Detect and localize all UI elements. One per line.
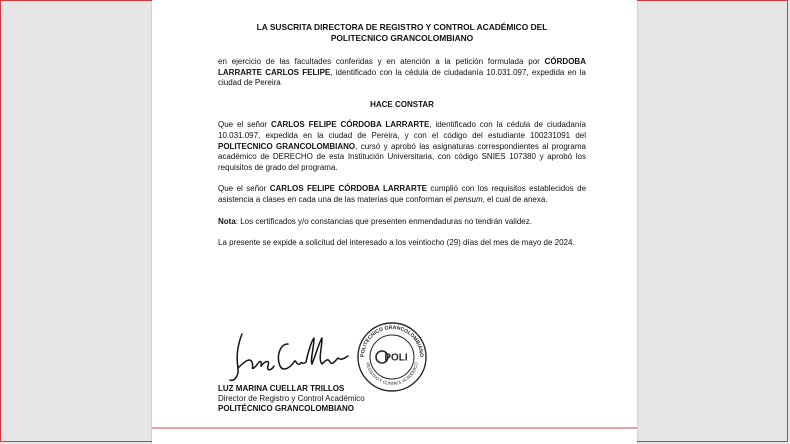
p1-student-name: CARLOS FELIPE CÓRDOBA LARRARTE (270, 120, 430, 130)
signer-block (218, 384, 365, 415)
seal-ring-bottom: REGISTRO Y CONTROL ACADÉMICO (365, 361, 419, 387)
certificate-title (218, 22, 586, 44)
p2-student-name: CARLOS FELIPE CÓRDOBA LARRARTE (269, 184, 427, 194)
intro-text-2: , identificado con la cédula de ciudadanía 10.031.097, expedida en la ciudad de Pereira (218, 67, 586, 88)
note-paragraph (218, 217, 586, 228)
section-heading: HACE CONSTAR (370, 99, 434, 109)
p1-text-3: , cursó y aprobó las asignaturas correspondientes al programa académico de DERECHO de esta Institución Universitaria, con código SNIES 107380 y aprobó los requisitos de grado del programa. (218, 141, 586, 172)
seal-center-text: POLI (384, 352, 408, 364)
title-line-2: POLITECNICO GRANCOLOMBIANO (330, 33, 474, 43)
note-text: : Los certificados y/o constancias que presenten enmendaduras no tendrán validez. (235, 216, 532, 226)
note-label: Nota (218, 216, 236, 226)
intro-text-1: en ejercicio de las facultades conferidas y en atención a la petición formulada por (218, 57, 545, 66)
intro-student-name: CÓRDOBA LARRARTE CARLOS FELIPE (218, 57, 586, 77)
certificate-body (218, 22, 586, 260)
p2-text-3: , el cual de anexa. (482, 194, 548, 204)
signer-role: Director de Registro y Control Académico (218, 394, 365, 404)
paragraph-1 (218, 120, 586, 173)
signer-institution: POLITÉCNICO GRANCOLOMBIANO (218, 404, 354, 414)
handwritten-signature (228, 330, 353, 386)
intro-paragraph (218, 57, 586, 89)
closing-paragraph: La presente se expide a solicitud del interesado a los veintiocho (29) días del mes de mayo de 2024. (218, 238, 575, 248)
paragraph-2 (218, 184, 586, 205)
p1-institution: POLITECNICO GRANCOLOMBIANO (218, 141, 356, 151)
p2-text-2: cumplió con los requisitos establecidos de asistencia a clases en cada una de las materias que conforman el (218, 184, 587, 204)
svg-text:REGISTRO Y CONTROL ACADÉMICO (365, 361, 419, 386)
p2-text-1: Que el señor (218, 184, 270, 194)
p1-text-1: Que el señor (218, 120, 271, 130)
seal-ring-top: POLITECNICO GRANCOLOMBIANO (359, 324, 425, 358)
p2-pensum: pensum (454, 194, 483, 204)
signer-name: LUZ MARINA CUELLAR TRILLOS (218, 384, 345, 393)
title-line-1: LA SUSCRITA DIRECTORA DE REGISTRO Y CONTROL ACADÉMICO DEL (256, 22, 548, 32)
poli-seal (356, 321, 428, 393)
page-bottom-rule (152, 427, 637, 429)
p1-text-2: , identificado con la cédula de ciudadanía 10.031.097, expedida en la ciudad de Pereira, y con el código del estudiante 100231091 del (218, 120, 586, 140)
